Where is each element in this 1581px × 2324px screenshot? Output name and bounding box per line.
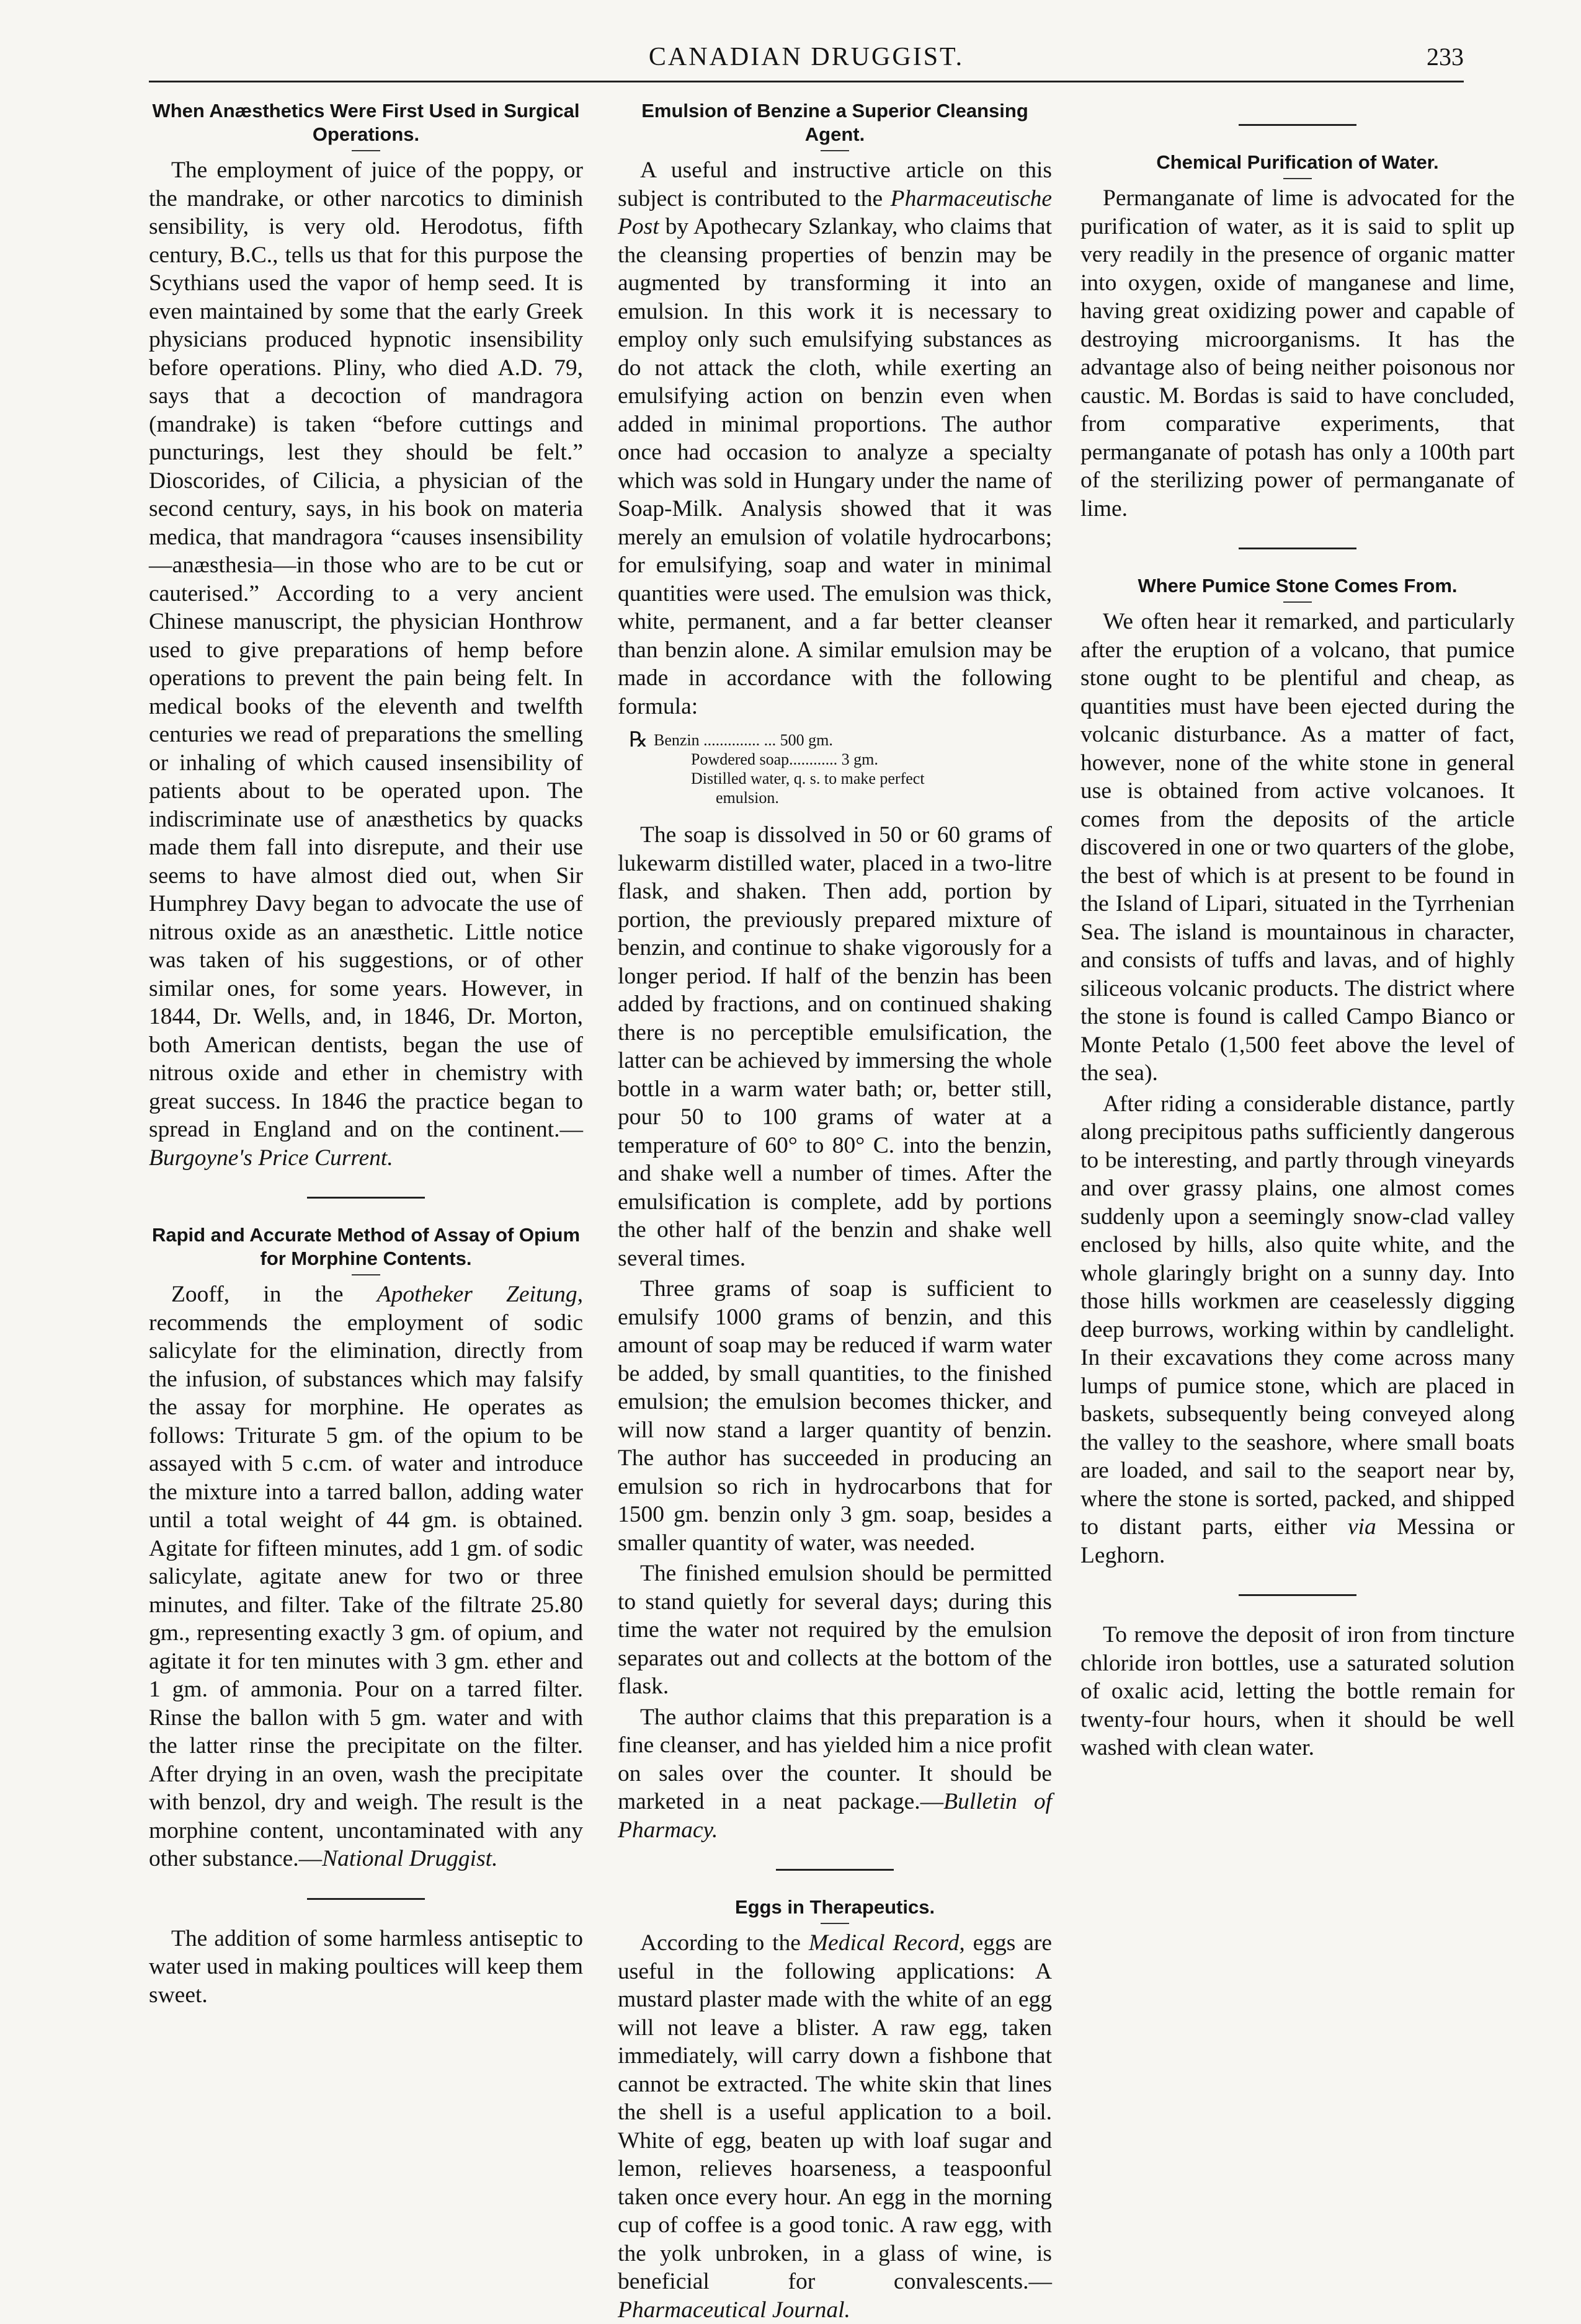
- formula: [629, 730, 1052, 807]
- article-body: The soap is dissolved in 50 or 60 grams of lukewarm distilled water, placed in a two-litre flask, and shaken. Then add, portion by portion, the previously prepared mixture of benzin, and continue to shake vigorously for a longer period. If half of the benzin has been added by fractions, and on continued shaking there is no perceptible emulsification, the latter can be achieved by immersing the whole bottle in a warm water bath; or, better still, pour 50 to 100 grams of water at a temperature of 60° to 80° C. into the benzin, and shake well a number of times. After the emulsification is complete, add by portions the other half of the benzin and shake well several times.: [618, 822, 1052, 1271]
- article-title: Eggs in Therapeutics.: [734, 1896, 935, 1918]
- article-separator: [307, 1898, 425, 1900]
- running-title: CANADIAN DRUGGIST.: [648, 43, 964, 71]
- article-body: The addition of some harmless antiseptic to water used in making poultices will keep them sweet.: [149, 1925, 583, 2008]
- source-citation: Burgoyne's Price Current.: [149, 1145, 393, 1171]
- article-body: To remove the deposit of iron from tincture chloride iron bottles, use a saturated solution of oxalic acid, letting the bottle remain for twenty-four hours, when it should be well washed with clean water.: [1080, 1622, 1515, 1760]
- article-title: Where Pumice Stone Comes From.: [1138, 575, 1458, 597]
- source-citation: Apotheker Zeitung,: [376, 1282, 583, 1307]
- title-dash: [1283, 178, 1312, 179]
- header-rule: [149, 81, 1464, 82]
- page-header: [149, 42, 1464, 79]
- source-citation: Pharmaceutical Journal.: [618, 2297, 850, 2323]
- title-dash: [352, 150, 380, 151]
- title-dash: [821, 1923, 849, 1924]
- formula-line: emulsion.: [716, 789, 779, 807]
- recipe-symbol: ℞: [629, 729, 648, 752]
- source-citation: Pharmaceutische Post: [618, 185, 1052, 239]
- article-body: After riding a considerable distance, partly along precipitous paths sufficiently dangerous to be interesting, and partly through vineyards and over grassy plains, one almost comes suddenly upon a seemingly snow-clad valley enclosed by hills, also quite white, and the whole glaringly bright on a sunny day. Into those hills workmen are ceaselessly digging deep burrows, working within by candlelight. In their excavations they come across many lumps of pumice stone, which are placed in baskets, subsequently being conveyed along the valley to the seashore, where small boats are loaded, and sail to the seaport near by, where the stone is sorted, packed, and shipped to distant parts, either via Messina or Leghorn.: [1080, 1091, 1515, 1568]
- article-body: A useful and instructive article on this subject is contributed to the Pharmaceutische Post by Apothecary Szlankay, who claims that the cleansing properties of benzin may be augmented by transforming it into an emulsion. In this work it is necessary to employ only such emulsifying substances as do not attack the cloth, while exerting an emulsifying action on benzin even when added in minimal proportions. The author once had occasion to analyze a specialty which was sold in Hungary under the name of Soap-Milk. Analysis showed that it was merely an emulsion of volatile hydrocarbons; for emulsifying, soap and water in minimal quantities were used. The emulsion was thick, white, permanent, and a far better cleanser than benzin alone. A similar emulsion may be made in accordance with the following formula:: [618, 157, 1052, 719]
- title-dash: [821, 150, 849, 151]
- formula-line: Benzin .............. ... 500 gm.: [654, 731, 833, 749]
- article-eggs: [618, 1896, 1052, 2324]
- source-citation: Bulletin of Pharmacy.: [618, 1789, 1052, 1843]
- article-water-purification: [1080, 151, 1515, 523]
- article-body: Zooff, in the Apotheker Zeitung, recommends the employment of sodic salicylate for the elimination, directly from the infusion, of substances which may falsify the assay for morphine. He operates as follows: Triturate 5 gm. of the opium to be assayed with 5 c.cm. of water and introduce the mixture into a tarred ballon, adding water until a total weight of 44 gm. is obtained. Agitate for fifteen minutes, add 1 gm. of sodic salicylate, agitate anew for two or three minutes, and filter. Take of the filtrate 25.80 gm., representing exactly 3 gm. of opium, and agitate it for ten minutes with 3 gm. ether and 1 gm. of ammonia. Pour on a tarred filter. Rinse the ballon with 5 gm. water and with the latter rinse the precipitate on the filter. After drying in an oven, wash the precipitate with benzol, dry and weigh. The result is the morphine content, uncontaminated with any other substance.—National Druggist.: [149, 1282, 583, 1871]
- article-body: According to the Medical Record, eggs are useful in the following applications: A mustard plaster made with the white of an egg will not leave a blister. A raw egg, taken immediately, will carry down a fishbone that cannot be extracted. The white skin that lines the shell is a useful application to a boil. White of egg, beaten up with loaf sugar and lemon, relieves hoarseness, a teaspoonful taken once every hour. An egg in the morning cup of coffee is a good tonic. A raw egg, with the yolk unbroken, in a glass of wine, is beneficial for convalescents.—Pharmaceutical Journal.: [618, 1930, 1053, 2323]
- article-iron-deposit: [1080, 1621, 1515, 1762]
- source-citation: Medical Record,: [808, 1930, 965, 1956]
- article-benzine-emulsion: [618, 99, 1052, 1844]
- formula-line: Powdered soap............ 3 gm.: [691, 750, 878, 768]
- article-title: Chemical Purification of Water.: [1156, 151, 1439, 173]
- article-body: We often hear it remarked, and particularly after the eruption of a volcano, that pumice stone ought to be plentiful and cheap, as quantities must have been ejected during the volcanic disturbance. As a matter of fact, however, none of the white stone in general use is obtained from active volcanoes. It comes from the deposits of the article discovered in one or two quarters of the globe, the best of which is at present to be found in the Island of Lipari, situated in the Tyrrhenian Sea. The island is mountainous in character, and consists of tuffs and lavas, and of highly siliceous volcanic products. The district where the stone is found is called Campo Bianco or Monte Petalo (1,500 feet above the level of the sea).: [1080, 609, 1515, 1086]
- article-separator: [307, 1197, 425, 1199]
- article-poultices: [149, 1925, 583, 2010]
- column-right: [1080, 99, 1515, 1762]
- article-body: The author claims that this preparation is a fine cleanser, and has yielded him a nice profit on sales over the counter. It should be marketed in a neat package.—Bulletin of Pharmacy.: [618, 1704, 1052, 1843]
- article-title: Rapid and Accurate Method of Assay of Opium for Morphine Contents.: [151, 1224, 581, 1269]
- title-dash: [352, 1274, 380, 1275]
- article-separator: [1239, 1594, 1356, 1596]
- article-opium-assay: [149, 1223, 583, 1873]
- article-separator: [1239, 548, 1356, 549]
- article-anaesthetics: [149, 99, 583, 1172]
- article-body: The employment of juice of the poppy, or the mandrake, or other narcotics to diminish sensibility, is very old. Herodotus, fifth century, B.C., tells us that for this purpose the Scythians used the vapor of hemp seed. It is even maintained by some that the early Greek physicians produced hypnotic insensibility before operations. Pliny, who died A.D. 79, says that a decoction of mandragora (mandrake) is taken “before cuttings and puncturings, lest they should be felt.” Dioscorides, of Cilicia, a physician of the second century, says, in his book on materia medica, that mandragora “causes insensibility—anæsthesia—in those who are to be cut or cauterised.” According to a very ancient Chinese manuscript, the physician Honthrow used to give preparations of hemp before operations to prevent the pain being felt. In medical books of the eleventh and twelfth centuries we read of preparations the smelling or inhaling of which caused insensibility of patients about to be operated upon. The indiscriminate use of anæsthetics by quacks made them fall into disrepute, and their use seems to have almost died out, when Sir Humphrey Davy began to advocate the use of nitrous oxide as an anæsthetic. Little notice was taken of his suggestions, or of other similar ones, for some years. However, in 1844, Dr. Wells, and, in 1846, Dr. Morton, both American dentists, began the use of nitrous oxide and ether in chemistry with great success. In 1846 the practice began to spread in England and on the continent.—Burgoyne's Price Current.: [149, 157, 583, 1171]
- source-citation: National Druggist.: [322, 1846, 498, 1871]
- column-middle: [618, 99, 1052, 2324]
- article-body: Three grams of soap is sufficient to emulsify 1000 grams of benzin, and this amount of soap may be reduced if warm water be added, by small quantities, to the finished emulsion; the emulsion becomes thicker, and will now stand a larger quantity of benzin. The author has succeeded in producing an emulsion so rich in hydrocarbons that for 1500 gm. benzin only 3 gm. soap, besides a smaller quantity of water, was needed.: [618, 1276, 1052, 1556]
- column-left: [149, 99, 583, 2009]
- title-dash: [1283, 601, 1312, 603]
- page-number: 233: [1427, 43, 1464, 71]
- article-pumice: [1080, 574, 1515, 1569]
- article-title: When Anæsthetics Were First Used in Surgical Operations.: [152, 100, 580, 145]
- formula-line: Distilled water, q. s. to make perfect: [691, 769, 925, 787]
- article-body: The finished emulsion should be permitted to stand quietly for several days; during this time the water not required by the emulsion separates out and collects at the bottom of the flask.: [618, 1561, 1052, 1699]
- article-separator: [776, 1869, 894, 1871]
- article-body: Permanganate of lime is advocated for the purification of water, as it is said to split up very readily in the presence of organic matter into oxygen, oxide of manganese and lime, having great oxidizing power and capable of destroying microorganisms. It has the advantage also of being neither poisonous nor caustic. M. Bordas is said to have concluded, from comparative experiments, that permanganate of potash has only a 100th part of the sterilizing power of permanganate of lime.: [1080, 185, 1515, 521]
- article-separator: [1239, 124, 1356, 126]
- article-title: Emulsion of Benzine a Superior Cleansing Agent.: [641, 100, 1028, 145]
